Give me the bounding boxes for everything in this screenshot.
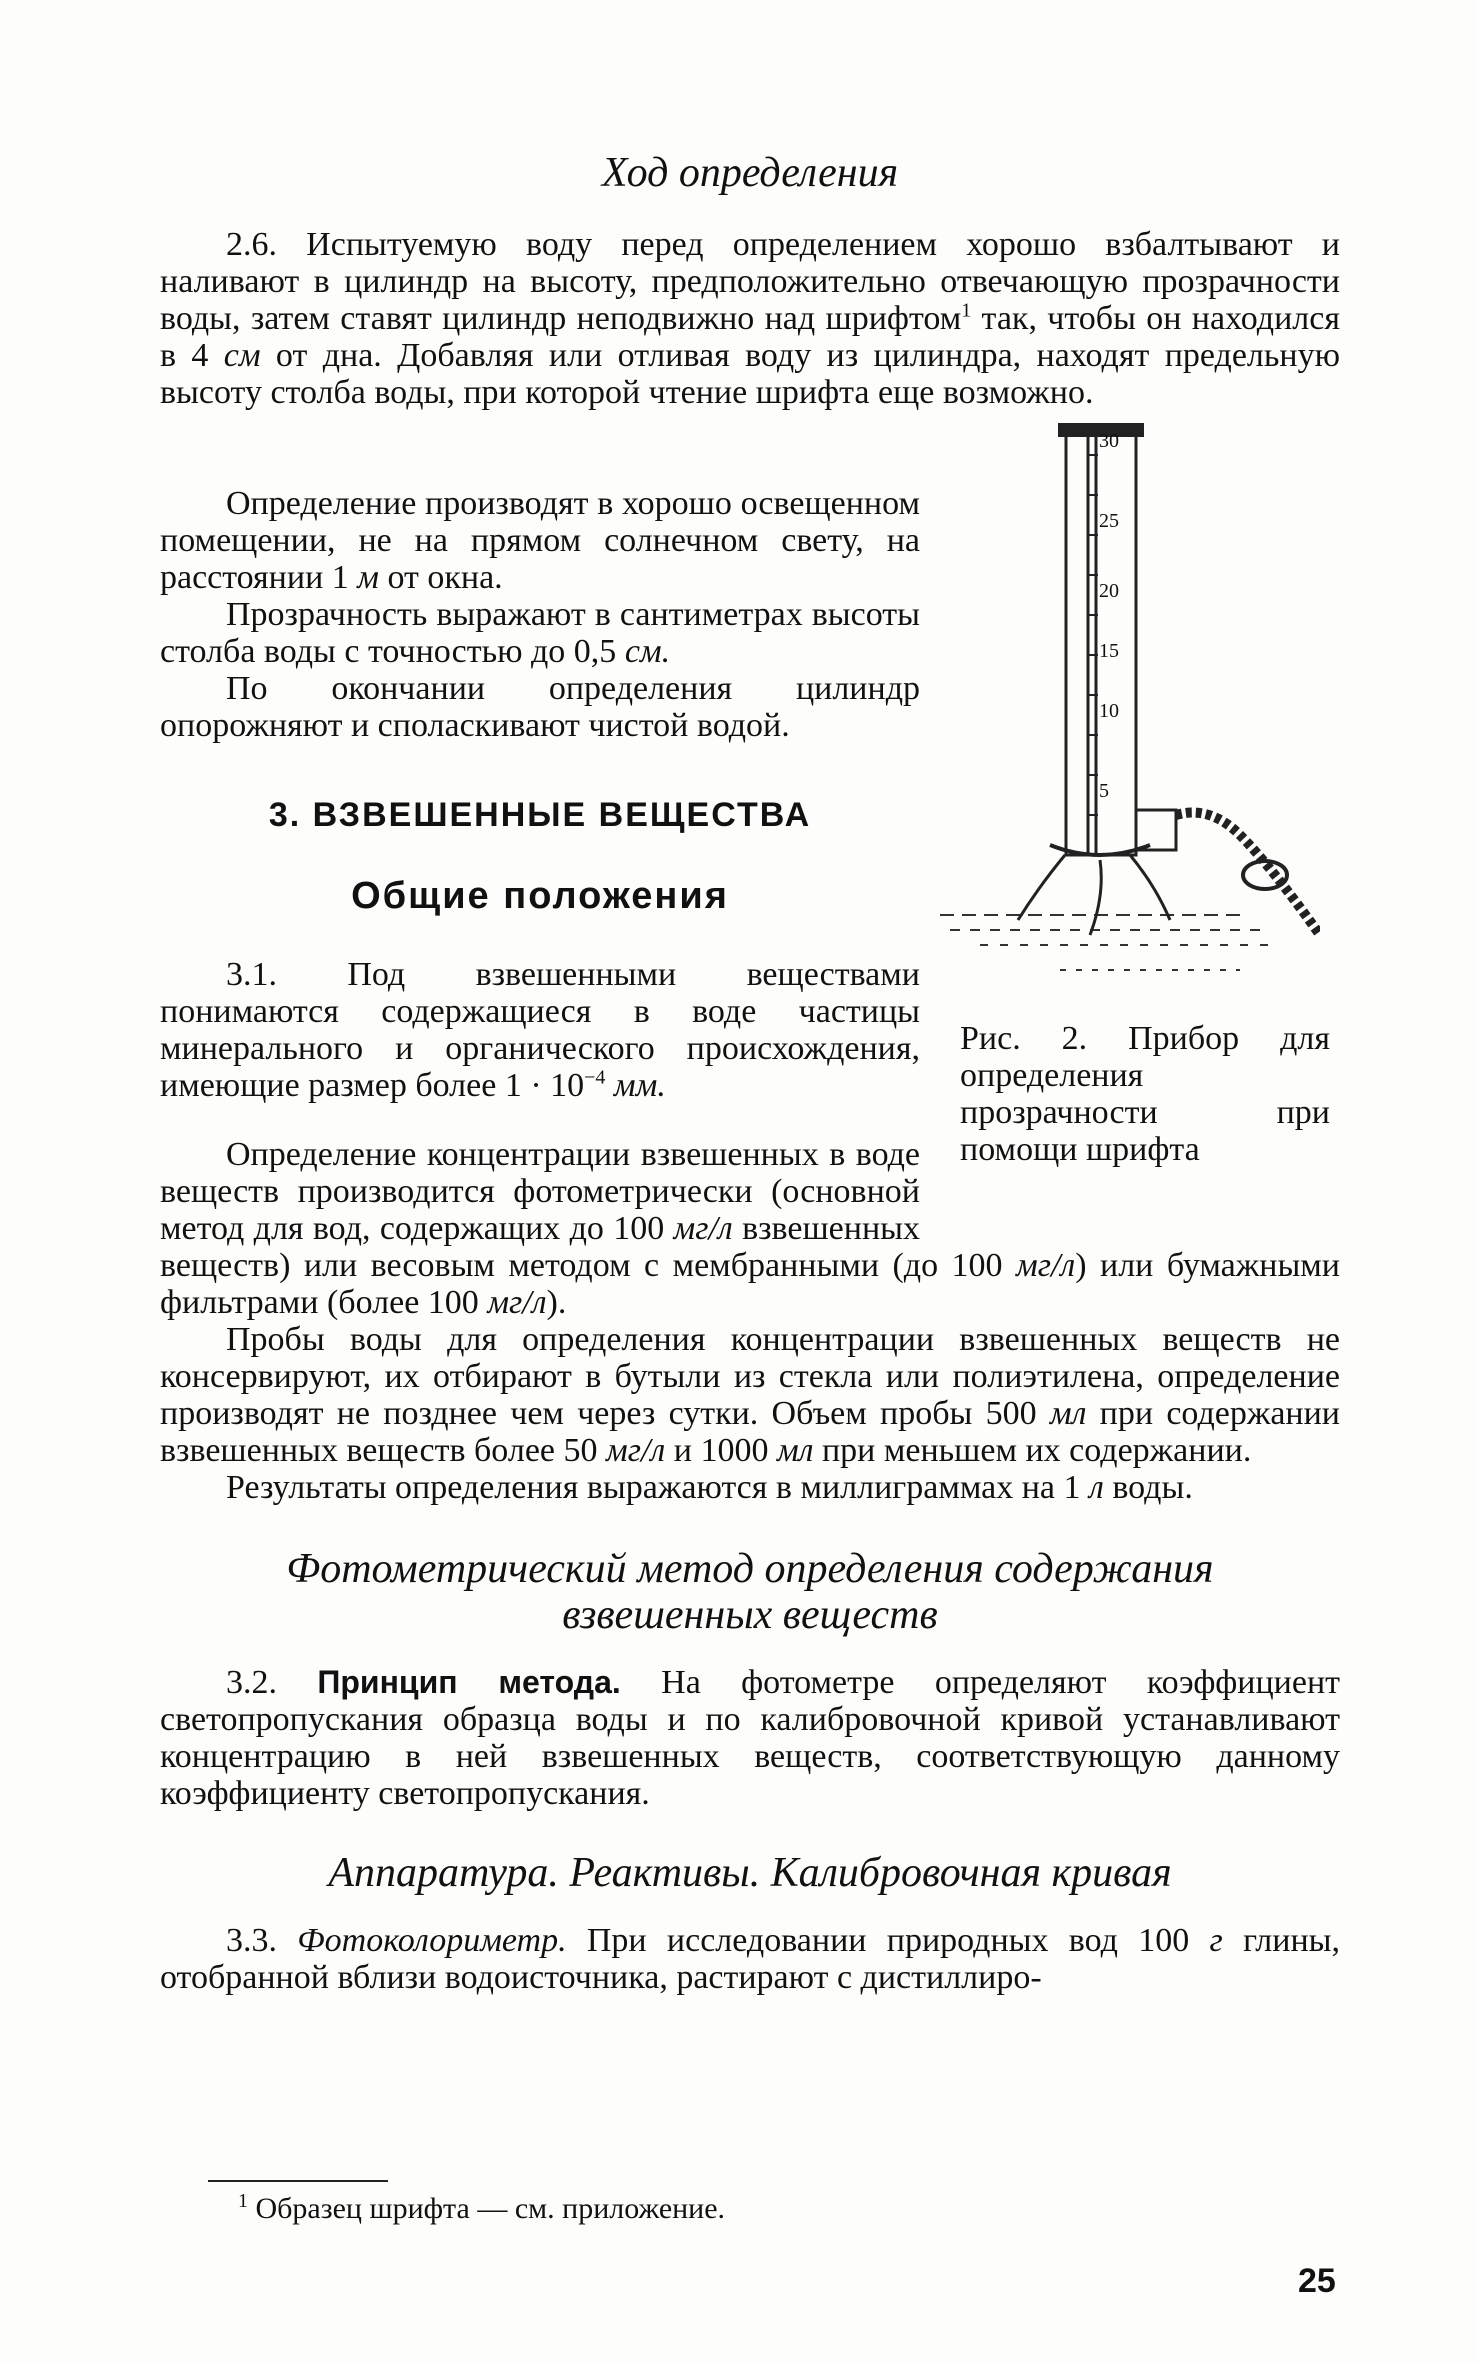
conc-text-b: взвешенных веществ) или весовым методом с мембранными (до 100 [160,1210,1017,1284]
section-heading-photometric [160,1546,1340,1638]
scale-label-30: 30 [1099,430,1119,452]
conc-unit-2: мг/л [1016,1247,1076,1284]
paragraph-samples [160,1321,1340,1469]
transp-unit: см. [624,633,671,670]
footnote-mark: 1 [238,2190,248,2212]
figure-caption: Рис. 2. Прибор для определения прозрачности при помощи шрифта [960,1020,1330,1168]
footnote-ref: 1 [961,299,972,322]
samples-unit-3: мл [776,1432,814,1469]
paragraph-3-2 [160,1664,1340,1812]
paragraph-end: По окончании определения цилиндр опорожняют и споласкивают чистой водой. [160,670,920,744]
p3-1-unit: мм. [605,1067,666,1104]
conc-unit-1: мг/л [673,1210,733,1247]
section-heading-procedure: Ход определения [601,150,899,196]
scale-label-20: 20 [1099,580,1119,602]
p3-2-number: 3.2. [226,1664,318,1701]
p3-3-text: При исследовании природных вод 100 [566,1922,1210,1959]
paragraph-results [160,1469,1340,1506]
results-unit: л [1089,1469,1104,1506]
conc-text-a: Определение концентрации взвешенных в воде веществ производится фотометрически (основной метод для вод, содержащих до 100 [160,1136,920,1247]
device-drawing [940,415,1320,975]
paragraph-lighting [160,485,920,596]
p2-6-text-a: 2.6. Испытуемую воду перед определением хорошо взбалтывают и наливают в цилиндр на высоту, предположительно отвечающую прозрачности воды, затем ставят цилиндр неподвижно над шрифтом [160,226,1340,337]
figure-transparency-device [940,415,1320,975]
p3-3-unit: г [1209,1922,1223,1959]
p3-3-text-2: глины, отобранной вблизи водоисточника, растирают с дистиллиро- [160,1922,1341,1996]
left-column-text [160,485,920,1104]
p3-2-text: На фотометре определяют коэффициент светопропускания образца воды и по калибровочной кривой устанавливают концентрацию в ней взвешенных веществ, соответствующую данному коэффициенту светопропускания. [160,1664,1341,1812]
conc-text-d: ). [546,1284,567,1321]
results-text-b: воды. [1103,1469,1193,1506]
section-heading-apparatus: Аппаратура. Реактивы. Калибровочная кривая [328,1850,1172,1896]
paragraph-3-3 [160,1922,1340,1996]
lighting-text-a: Определение производят в хорошо освещенном помещении, не на прямом солнечном свету, на расстоянии 1 [160,485,920,596]
scale-label-10: 10 [1099,700,1119,722]
scale-label-15: 15 [1099,640,1119,662]
scale-label-5: 5 [1099,780,1109,802]
paragraph-transparency [160,596,920,670]
concentration-wrapper [160,1136,1340,1996]
p2-6-text-b: так, чтобы он находился в 4 [160,300,1340,374]
p3-2-bold: Принцип метода. [317,1664,621,1700]
scale-label-25: 25 [1099,510,1119,532]
photometric-heading-line-1: Фотометрический метод определения содержания [286,1546,1214,1592]
p2-6-unit: см [223,337,261,374]
p2-6-text-c: от дна. Добавляя или отливая воду из цилиндра, находят предельную высоту столба воды, при которой чтение шрифта еще возможно. [160,337,1340,411]
paragraph-3-1 [160,956,920,1104]
p3-1-exponent: −4 [584,1066,606,1089]
p3-3-italic: Фотоколориметр. [297,1922,567,1959]
figure-float-space [920,1136,1340,1246]
subheading-general: Общие положения [351,875,729,917]
page-number: 25 [1298,2262,1336,2300]
p3-1-text: 3.1. Под взвешенными веществами понимаются содержащиеся в воде частицы минерального и органического происхождения, имеющие размер более 1 · 10 [160,956,920,1104]
samples-unit-1: мл [1049,1395,1087,1432]
footnote-rule [208,2180,388,2182]
results-text-a: Результаты определения выражаются в миллиграммах на 1 [226,1469,1089,1506]
photometric-heading-line-2: взвешенных веществ [562,1592,938,1638]
p3-3-number: 3.3. [226,1922,298,1959]
samples-text-d: при меньшем их содержании. [813,1432,1252,1469]
transp-text: Прозрачность выражают в сантиметрах высоты столба воды с точностью до 0,5 [160,596,920,670]
samples-text-a: Пробы воды для определения концентрации взвешенных веществ не консервируют, их отбирают в бутыли из стекла или полиэтилена, определение производят не позднее чем через сутки. Объем пробы 500 [160,1321,1340,1432]
section-heading-suspended: 3. ВЗВЕШЕННЫЕ ВЕЩЕСТВА [268,796,812,834]
samples-unit-2: мг/л [606,1432,666,1469]
footnote [238,2192,725,2226]
conc-unit-3: мг/л [487,1284,547,1321]
samples-text-c: и 1000 [665,1432,777,1469]
conc-text-c: ) или бумажными фильтрами (более 100 [160,1247,1340,1321]
samples-text-b: при содержании взвешенных веществ более 50 [160,1395,1341,1469]
footnote-text: Образец шрифта — см. приложение. [248,2192,726,2225]
lighting-unit: м [357,559,379,596]
lighting-text-b: от окна. [378,559,503,596]
